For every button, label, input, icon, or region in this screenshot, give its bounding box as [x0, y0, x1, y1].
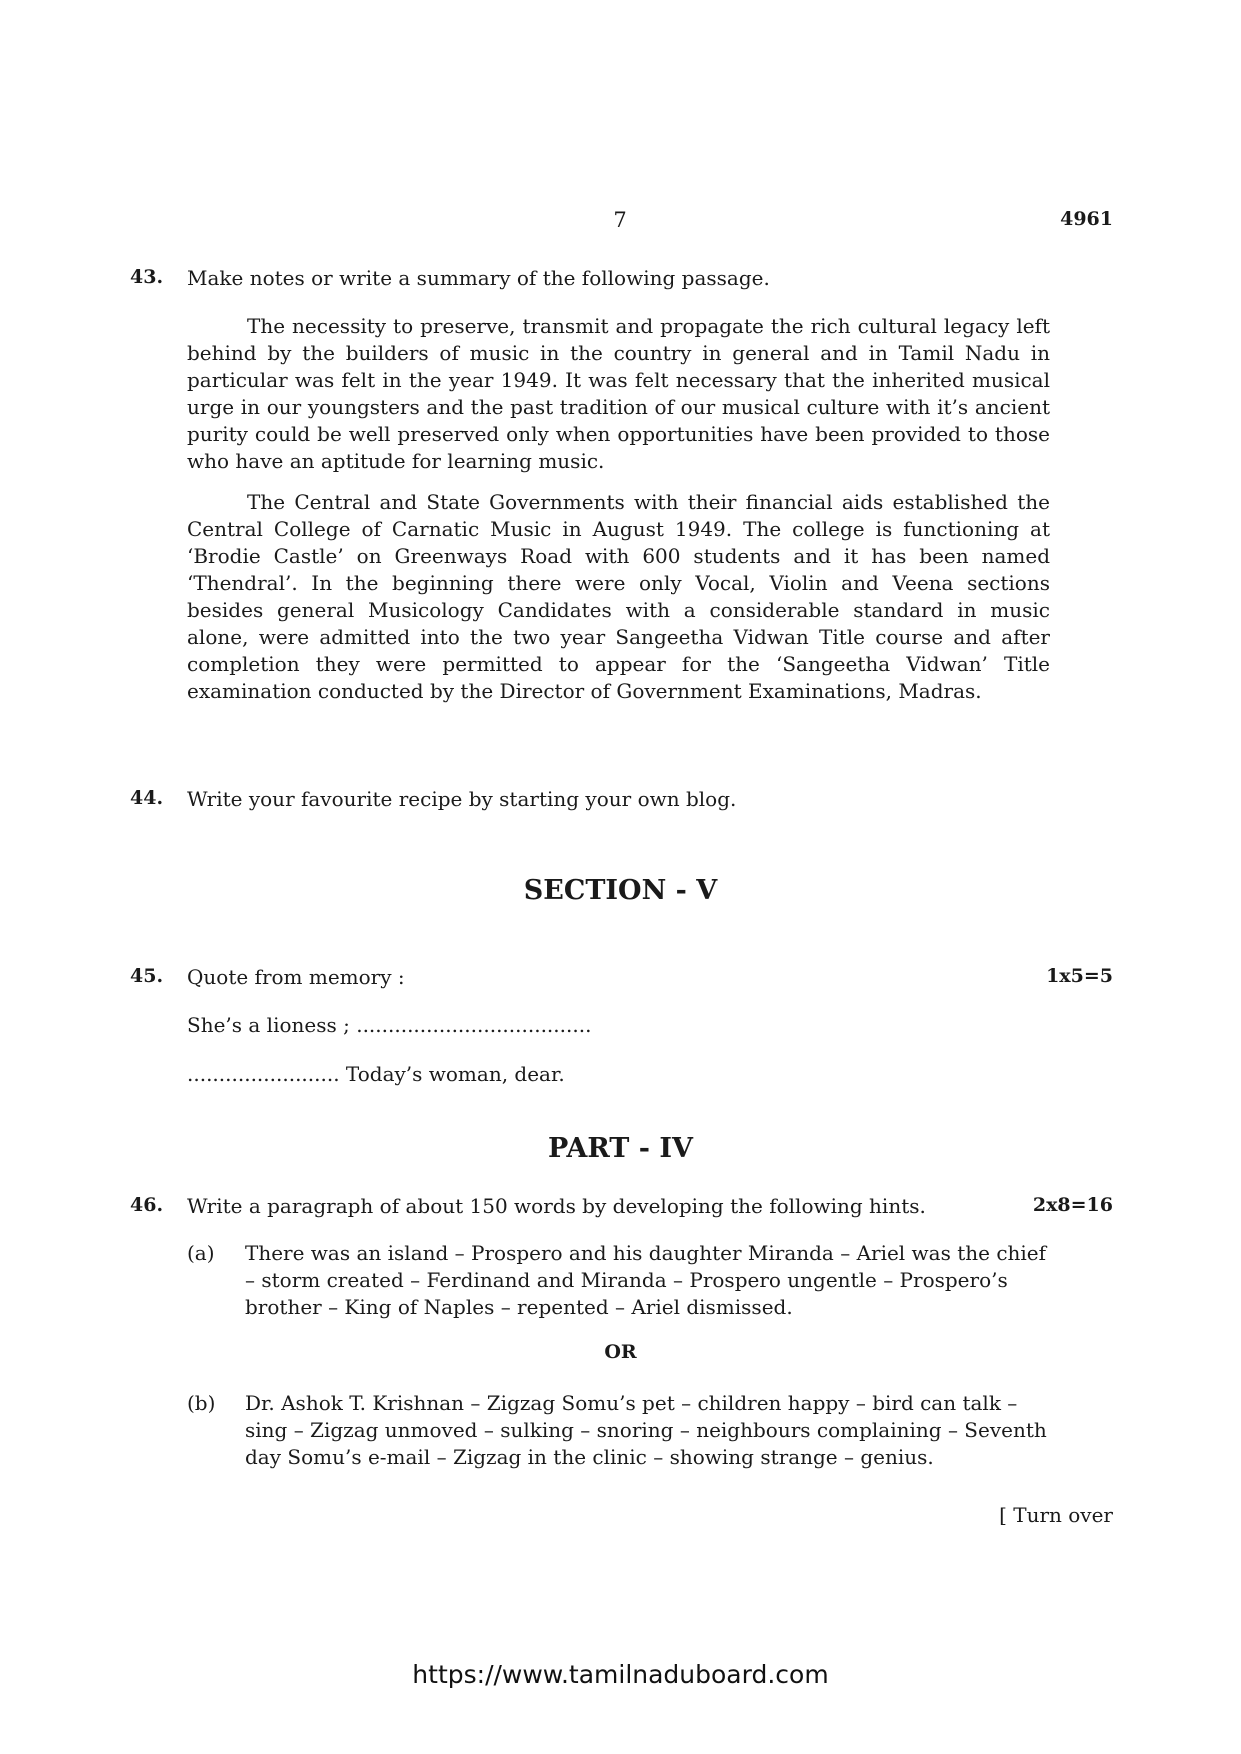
- option-b-text: Dr. Ashok T. Krishnan – Zigzag Somu’s pet – children happy – bird can talk – sing – Zigzag unmoved – sulking – snoring – neighbours complaining – Seventh day Somu’s e-mail – Zigzag in the clinic – showing strange – genius.: [245, 1391, 1047, 1469]
- question-44-prompt: Write your favourite recipe by starting your own blog.: [187, 787, 737, 811]
- part-iv-heading: PART - IV: [548, 1133, 693, 1164]
- or-divider: OR: [604, 1341, 637, 1363]
- option-a-text: There was an island – Prospero and his daughter Miranda – Ariel was the chief – storm created – Ferdinand and Miranda – Prospero ungentle – Prospero’s brother – King of Naples – repented – Ariel dismissed.: [245, 1241, 1047, 1319]
- passage-paragraph-1: The necessity to preserve, transmit and propagate the rich cultural legacy left behind by the builders of music in the country in general and in Tamil Nadu in particular was felt in the year 1949. It was felt necessary that the inherited musical urge in our youngsters and the past tradition of our musical culture with it’s ancient purity could be well preserved only when opportunities have been provided to those who have an aptitude for learning music.: [187, 314, 1050, 473]
- section-v-heading: SECTION - V: [523, 875, 718, 906]
- footer-url-link[interactable]: https://www.tamilnaduboard.com: [412, 1660, 829, 1689]
- question-43-number: 43.: [130, 266, 164, 288]
- quote-line-1: She’s a lioness ; .....................................: [187, 1013, 592, 1037]
- question-43-passage: [187, 313, 1050, 705]
- passage-paragraph-2: The Central and State Governments with their financial aids established the Central College of Carnatic Music in August 1949. The college is functioning at ‘Brodie Castle’ on Greenways Road with 600 students and it has been named ‘Thendral’. In the beginning there were only Vocal, Violin and Veena sections besides general Musicology Candidates with a considerable standard in music alone, were admitted into the two year Sangeetha Vidwan Title course and after completion they were permitted to appear for the ‘Sangeetha Vidwan’ Title examination conducted by the Director of Government Examinations, Madras.: [187, 490, 1050, 703]
- paper-code: 4961: [1060, 208, 1113, 230]
- question-46-marks: 2x8=16: [1032, 1194, 1113, 1216]
- question-45-number: 45.: [130, 965, 164, 987]
- page-number: 7: [613, 208, 627, 232]
- quote-line-2: ........................ Today’s woman, dear.: [187, 1062, 565, 1086]
- option-a-label: (a): [187, 1241, 215, 1265]
- option-b-label: (b): [187, 1391, 216, 1415]
- question-45-prompt: Quote from memory :: [187, 965, 405, 989]
- question-46-prompt: Write a paragraph of about 150 words by developing the following hints.: [187, 1194, 926, 1218]
- question-45-marks: 1x5=5: [1046, 965, 1113, 987]
- question-46-number: 46.: [130, 1194, 164, 1216]
- question-43-prompt: Make notes or write a summary of the following passage.: [187, 266, 770, 290]
- question-44-number: 44.: [130, 787, 164, 809]
- turn-over-note: [ Turn over: [999, 1503, 1113, 1527]
